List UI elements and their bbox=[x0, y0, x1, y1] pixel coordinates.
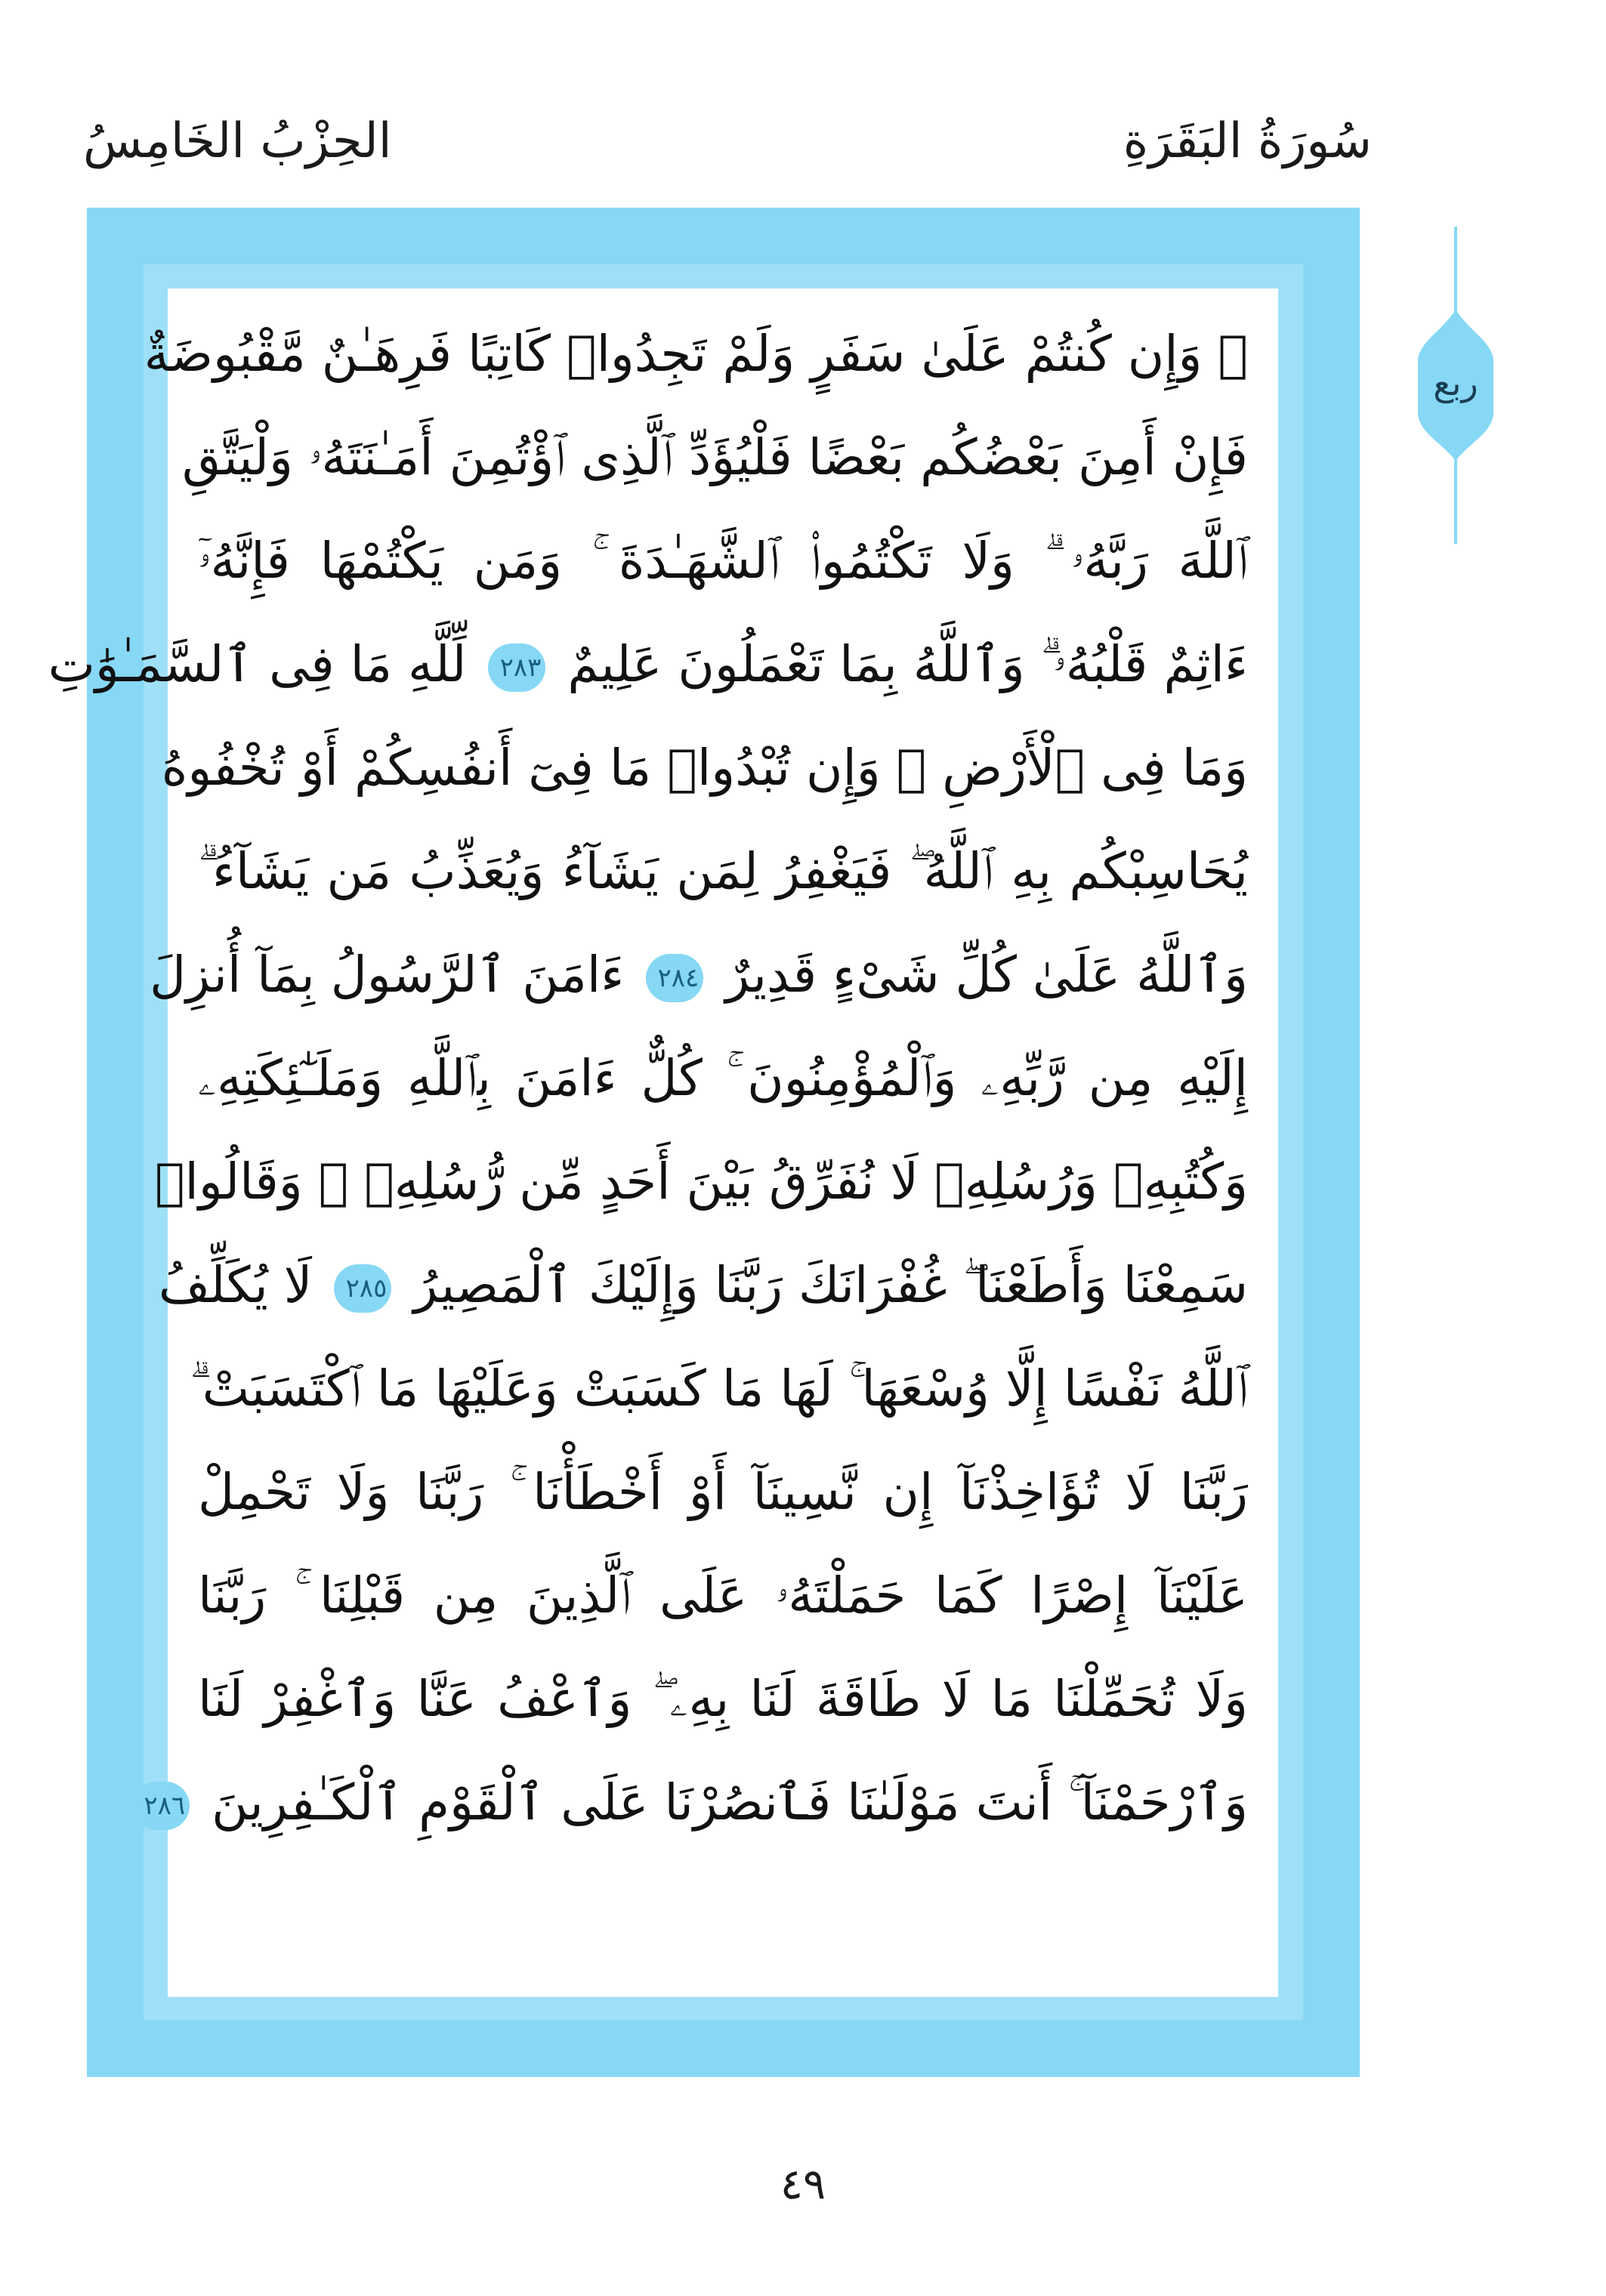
verse-line bbox=[168, 1647, 1278, 1751]
verse-text: يُحَاسِبْكُم بِهِ ٱللَّهُ ۖ فَيَغْفِرُ لِمَن يَشَآءُ وَيُعَذِّبُ مَن يَشَآءُ ۗ bbox=[198, 842, 1248, 900]
verse-line bbox=[150, 923, 1278, 1026]
verse-line bbox=[161, 716, 1278, 819]
verse-text: وَلَا تُحَمِّلْنَا مَا لَا طَاقَةَ لَنَا بِهِۦ ۖ وَٱعْفُ عَنَّا وَٱغْفِرْ لَنَا bbox=[198, 1670, 1248, 1728]
verse-line bbox=[144, 1751, 1278, 1854]
verse-text: لَا يُكَلِّفُ bbox=[158, 1256, 313, 1314]
verse-line bbox=[168, 1440, 1278, 1544]
verse-text: وَمَا فِى ٱلْأَرْضِ ۗ وَإِن تُبْدُوا۟ مَا فِىٓ أَنفُسِكُمْ أَوْ تُخْفُوهُ bbox=[161, 739, 1248, 797]
verse-line bbox=[168, 406, 1278, 509]
verse-line bbox=[168, 1544, 1278, 1647]
verse-text: فَإِنْ أَمِنَ بَعْضُكُم بَعْضًا فَلْيُؤَدِّ ٱلَّذِى ٱؤْتُمِنَ أَمَـٰنَتَهُۥ وَلْيَتَّقِ bbox=[182, 428, 1248, 486]
verse-line bbox=[168, 819, 1278, 923]
ayah-number-marker: ٢٨٥ bbox=[334, 1264, 391, 1313]
verse-line bbox=[154, 1130, 1278, 1233]
verse-line bbox=[168, 1026, 1278, 1130]
verse-text: لِّلَّهِ مَا فِى ٱلسَّمَـٰوَٰتِ bbox=[48, 635, 467, 693]
verse-line bbox=[168, 509, 1278, 613]
verse-line bbox=[144, 302, 1278, 406]
verse-text: وَٱللَّهُ عَلَىٰ كُلِّ شَىْءٍ قَدِيرٌ bbox=[725, 946, 1248, 1004]
verse-text: عَلَيْنَآ إِصْرًا كَمَا حَمَلْتَهُۥ عَلَى ٱلَّذِينَ مِن قَبْلِنَا ۚ رَبَّنَا bbox=[198, 1566, 1248, 1625]
hizb-title: الحِزْبُ الخَامِسُ bbox=[83, 113, 392, 169]
verse-text: ٱللَّهُ نَفْسًا إِلَّا وُسْعَهَا ۚ لَهَا مَا كَسَبَتْ وَعَلَيْهَا مَا ٱكْتَسَبَتْ ۗ bbox=[190, 1359, 1248, 1418]
verse-text: ءَاثِمٌ قَلْبُهُۥ ۗ وَٱللَّهُ بِمَا تَعْمَلُونَ عَلِيمٌ bbox=[567, 635, 1248, 693]
ayah-number-marker: ٢٨٣ bbox=[488, 643, 545, 692]
verse-text: ٱللَّهَ رَبَّهُۥ ۗ وَلَا تَكْتُمُوا۟ ٱلشَّهَـٰدَةَ ۚ وَمَن يَكْتُمْهَا فَإِنَّهُۥٓ bbox=[198, 532, 1248, 590]
ayah-number-marker: ٢٨٤ bbox=[646, 954, 703, 1002]
rub-label: ربع bbox=[1433, 363, 1478, 403]
verse-text: ءَامَنَ ٱلرَّسُولُ بِمَآ أُنزِلَ bbox=[150, 946, 625, 1004]
verse-line bbox=[48, 613, 1278, 716]
verse-text: وَٱرْحَمْنَآ ۚ أَنتَ مَوْلَىٰنَا فَٱنصُرْنَا عَلَى ٱلْقَوْمِ ٱلْكَـٰفِرِينَ bbox=[212, 1773, 1248, 1832]
quran-text bbox=[48, 302, 1278, 1854]
verse-line bbox=[158, 1233, 1278, 1337]
page-number: ٤٩ bbox=[780, 2160, 826, 2209]
verse-text: وَكُتُبِهِۦ وَرُسُلِهِۦ لَا نُفَرِّقُ بَيْنَ أَحَدٍ مِّن رُّسُلِهِۦ ۚ وَقَالُوا۟ bbox=[154, 1153, 1248, 1211]
verse-line bbox=[168, 1337, 1278, 1440]
verse-text: ۞ وَإِن كُنتُمْ عَلَىٰ سَفَرٍ وَلَمْ تَجِدُوا۟ كَاتِبًا فَرِهَـٰنٌ مَّقْبُوضَةٌ bbox=[144, 325, 1248, 383]
verse-text: إِلَيْهِ مِن رَّبِّهِۦ وَٱلْمُؤْمِنُونَ ۚ كُلٌّ ءَامَنَ بِٱللَّهِ وَمَلَـٰٓئِكَتِهِۦ bbox=[198, 1049, 1248, 1107]
surah-title: سُورَةُ البَقَرَةِ bbox=[1123, 113, 1372, 169]
verse-text: رَبَّنَا لَا تُؤَاخِذْنَآ إِن نَّسِينَآ أَوْ أَخْطَأْنَا ۚ رَبَّنَا وَلَا تَحْمِلْ bbox=[198, 1463, 1248, 1521]
ayah-number-marker: ٢٨٦ bbox=[132, 1782, 190, 1830]
verse-text: سَمِعْنَا وَأَطَعْنَا ۖ غُفْرَانَكَ رَبَّنَا وَإِلَيْكَ ٱلْمَصِيرُ bbox=[413, 1256, 1248, 1314]
